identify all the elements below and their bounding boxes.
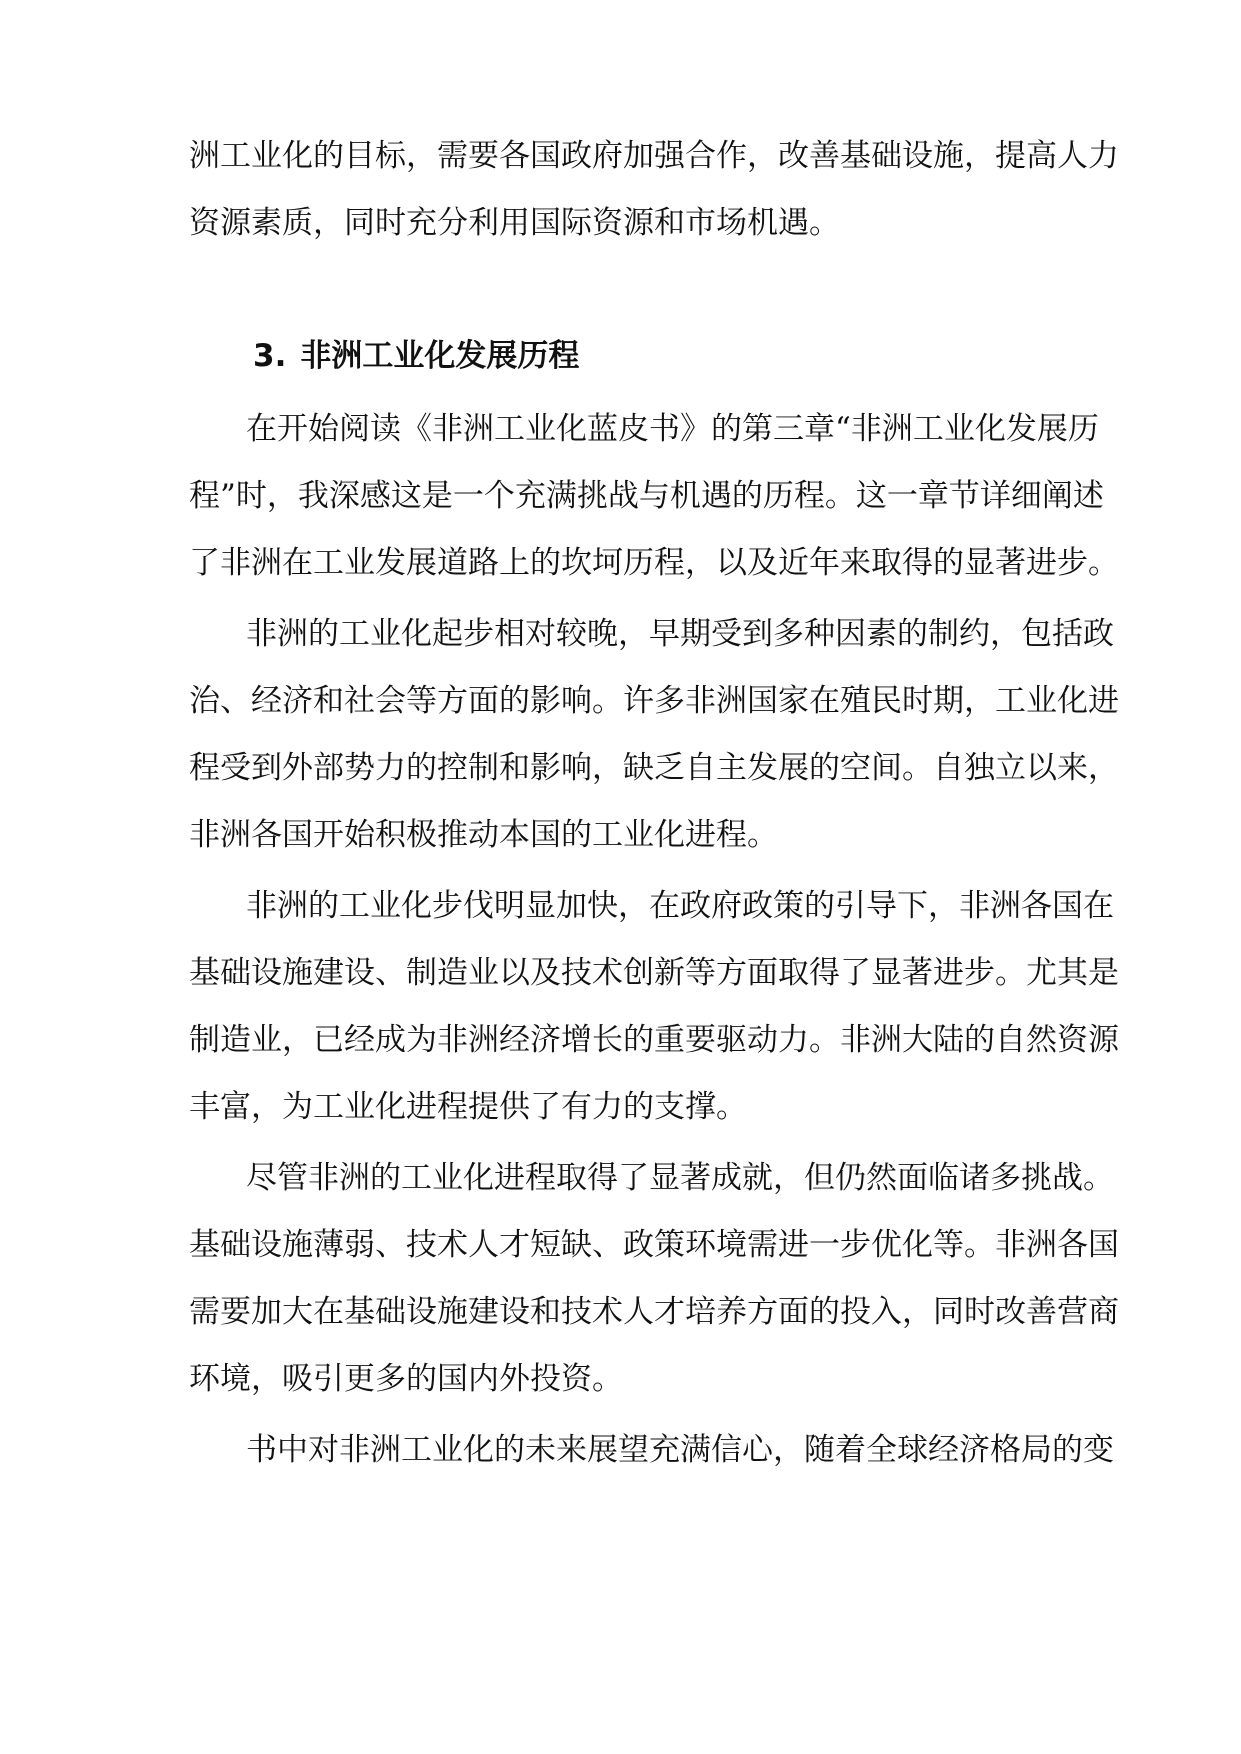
body-text-line: 洲工业化的目标，需要各国政府加强合作，改善基础设施，提高人力	[189, 138, 1119, 174]
paragraph-line: 了非洲在工业发展道路上的坎坷历程，以及近年来取得的显著进步。	[189, 545, 1119, 581]
paragraph-line: 丰富，为工业化进程提供了有力的支撑。	[189, 1089, 747, 1125]
paragraph-line: 环境，吸引更多的国内外投资。	[189, 1361, 623, 1397]
paragraph-line: 治、经济和社会等方面的影响。许多非洲国家在殖民时期，工业化进	[189, 683, 1119, 719]
paragraph-line: 程受到外部势力的控制和影响，缺乏自主发展的空间。自独立以来，	[189, 750, 1119, 786]
paragraph-line: 在开始阅读《非洲工业化蓝皮书》的第三章“非洲工业化发展历	[246, 411, 1099, 447]
section-number: 3.	[253, 338, 287, 374]
paragraph-line: 尽管非洲的工业化进程取得了显著成就，但仍然面临诸多挑战。	[246, 1160, 1114, 1196]
paragraph-line: 需要加大在基础设施建设和技术人才培养方面的投入，同时改善营商	[189, 1294, 1119, 1330]
paragraph-line: 基础设施建设、制造业以及技术创新等方面取得了显著进步。尤其是	[189, 955, 1119, 991]
paragraph-line: 基础设施薄弱、技术人才短缺、政策环境需进一步优化等。非洲各国	[189, 1227, 1119, 1263]
section-title: 非洲工业化发展历程	[300, 338, 580, 374]
paragraph-line: 制造业，已经成为非洲经济增长的重要驱动力。非洲大陆的自然资源	[189, 1022, 1119, 1058]
paragraph-line: 非洲的工业化起步相对较晚，早期受到多种因素的制约，包括政	[246, 616, 1114, 652]
paragraph-line: 程”时，我深感这是一个充满挑战与机遇的历程。这一章节详细阐述	[189, 478, 1104, 514]
paragraph-line: 书中对非洲工业化的未来展望充满信心，随着全球经济格局的变	[246, 1432, 1114, 1468]
paragraph-line: 非洲各国开始积极推动本国的工业化进程。	[189, 817, 778, 853]
section-heading	[253, 336, 579, 376]
body-text-line: 资源素质，同时充分利用国际资源和市场机遇。	[189, 205, 840, 241]
paragraph-line: 非洲的工业化步伐明显加快，在政府政策的引导下，非洲各国在	[246, 888, 1114, 924]
